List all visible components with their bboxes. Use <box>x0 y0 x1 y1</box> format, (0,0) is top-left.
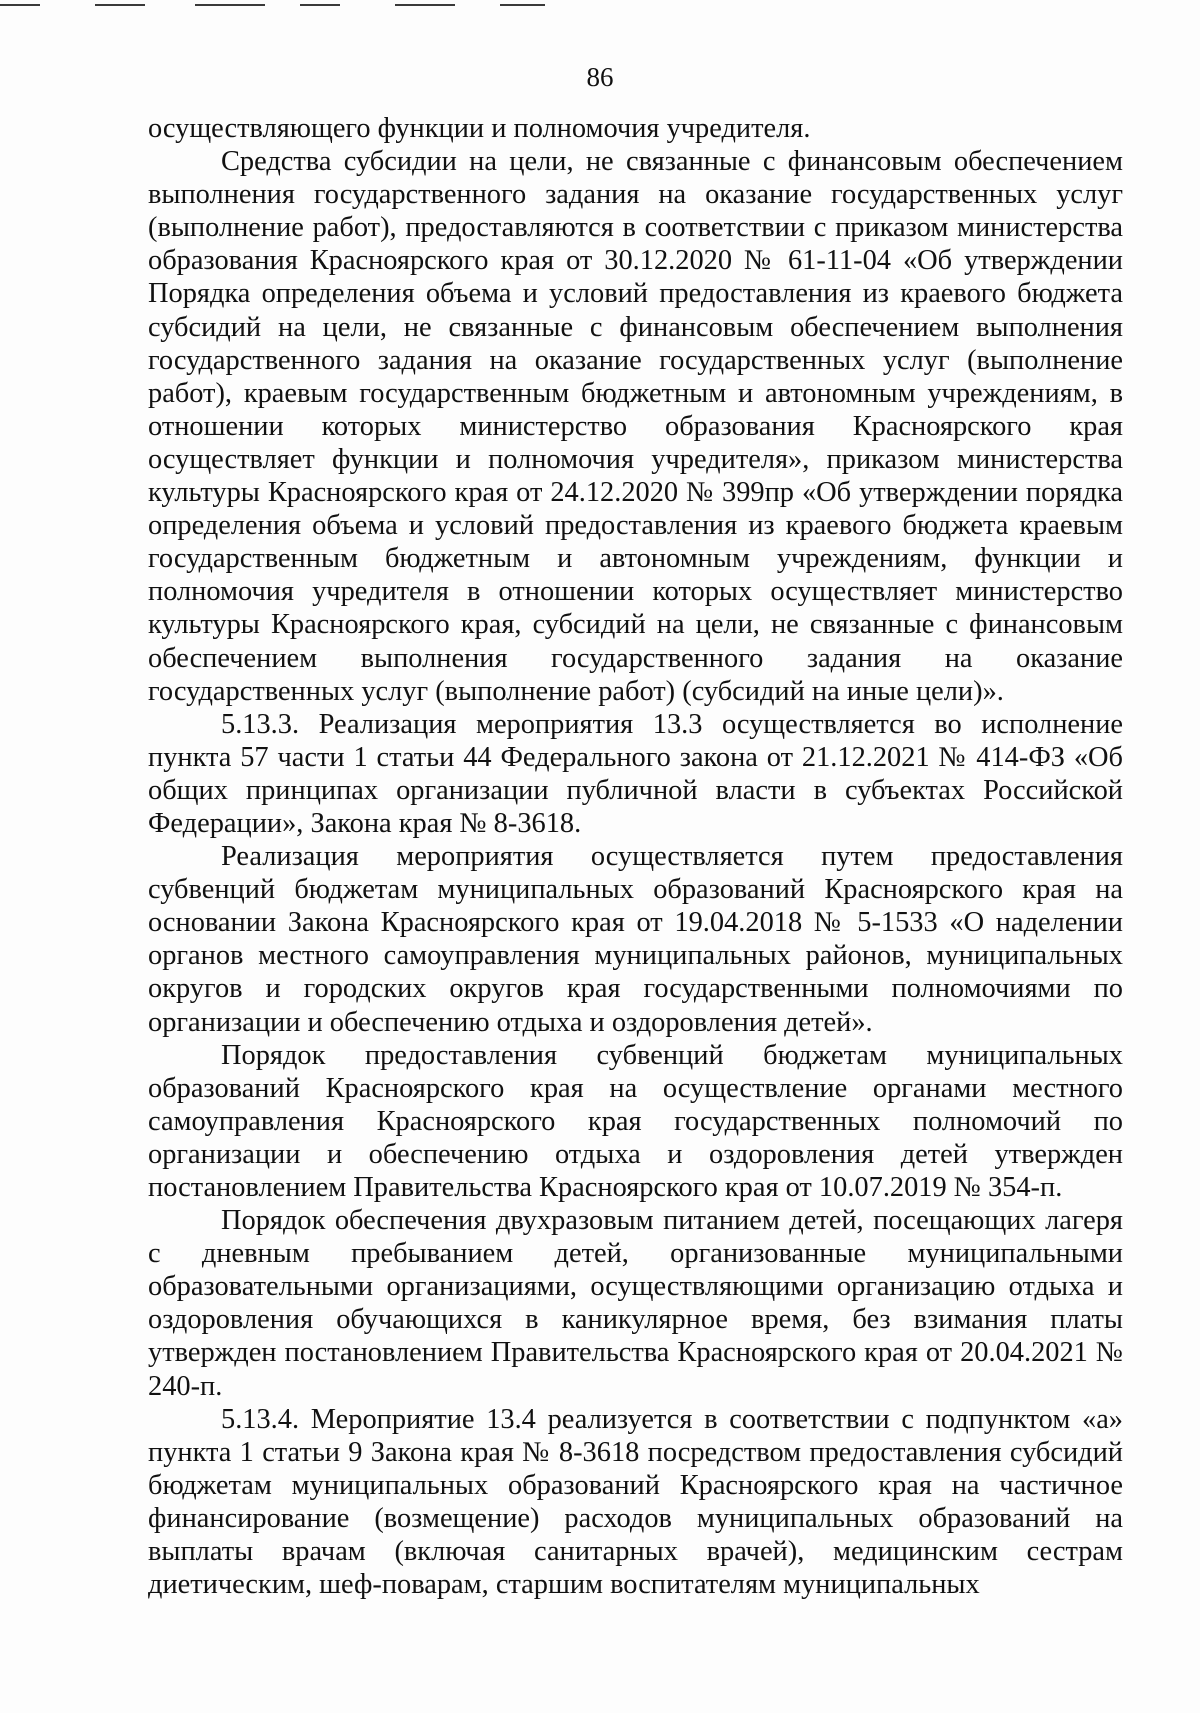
paragraph: 5.13.3. Реализация мероприятия 13.3 осуществляется во исполнение пункта 57 части 1 статьи 44 Федерального закона от 21.12.2021 № 414-ФЗ «Об общих принципах организации публичной власти в субъектах Российской Федерации», Закона края № 8-3618. <box>148 708 1123 839</box>
paragraph: Порядок предоставления субвенций бюджетам муниципальных образований Красноярского края на осуществление органами местного самоуправления Красноярского края государственных полномочий по организации и обеспечению отдыха и оздоровления детей утвержден постановлением Правительства Красноярского края от 10.07.2019 № 354-п. <box>148 1039 1123 1203</box>
document-body <box>148 112 1123 1601</box>
paragraph: Реализация мероприятия осуществляется путем предоставления субвенций бюджетам муниципальных образований Красноярского края на основании Закона Красноярского края от 19.04.2018 № 5-1533 «О наделении органов местного самоуправления муниципальных районов, муниципальных округов и городских округов края государственными полномочиями по организации и обеспечению отдыха и оздоровления детей». <box>148 841 1123 1038</box>
paragraph: Средства субсидии на цели, не связанные с финансовым обеспечением выполнения государственного задания на оказание государственных услуг (выполнение работ), предоставляются в соответствии с приказом министерства образования Красноярского края от 30.12.2020 № 61-11-04 «Об утверждении Порядка определения объема и условий предоставления из краевого бюджета субсидий на цели, не связанные с финансовым обеспечением выполнения государственного задания на оказание государственных услуг (выполнение работ), краевым государственным бюджетным и автономным учреждениям, в отношении которых министерство образования Красноярского края осуществляет функции и полномочия учредителя», приказом министерства культуры Красноярского края от 24.12.2020 № 399пр «Об утверждении порядка определения объема и условий предоставления из краевого бюджета краевым государственным бюджетным и автономным учреждениям, функции и полномочия учредителя в отношении которых осуществляет министерство культуры Красноярского края, субсидий на цели, не связанные с финансовым обеспечением выполнения государственного задания на оказание государственных услуг (выполнение работ) (субсидий на иные цели)». <box>148 146 1123 707</box>
paragraph: осуществляющего функции и полномочия учредителя. <box>148 113 811 144</box>
page-number: 86 <box>586 62 614 92</box>
scan-edge-marks <box>0 0 700 10</box>
paragraph: Порядок обеспечения двухразовым питанием детей, посещающих лагеря с дневным пребыванием детей, организованные муниципальными образовательными организациями, осуществляющими организацию отдыха и оздоровления обучающихся в каникулярное время, без взимания платы утвержден постановлением Правительства Красноярского края от 20.04.2021 № 240-п. <box>148 1205 1123 1402</box>
paragraph: 5.13.4. Мероприятие 13.4 реализуется в соответствии с подпунктом «а» пункта 1 статьи 9 Закона края № 8-3618 посредством предоставления субсидий бюджетам муниципальных образований Красноярского края на частичное финансирование (возмещение) расходов муниципальных образований на выплаты врачам (включая санитарных врачей), медицинским сестрам диетическим, шеф-поварам, старшим воспитателям муниципальных <box>148 1403 1123 1601</box>
